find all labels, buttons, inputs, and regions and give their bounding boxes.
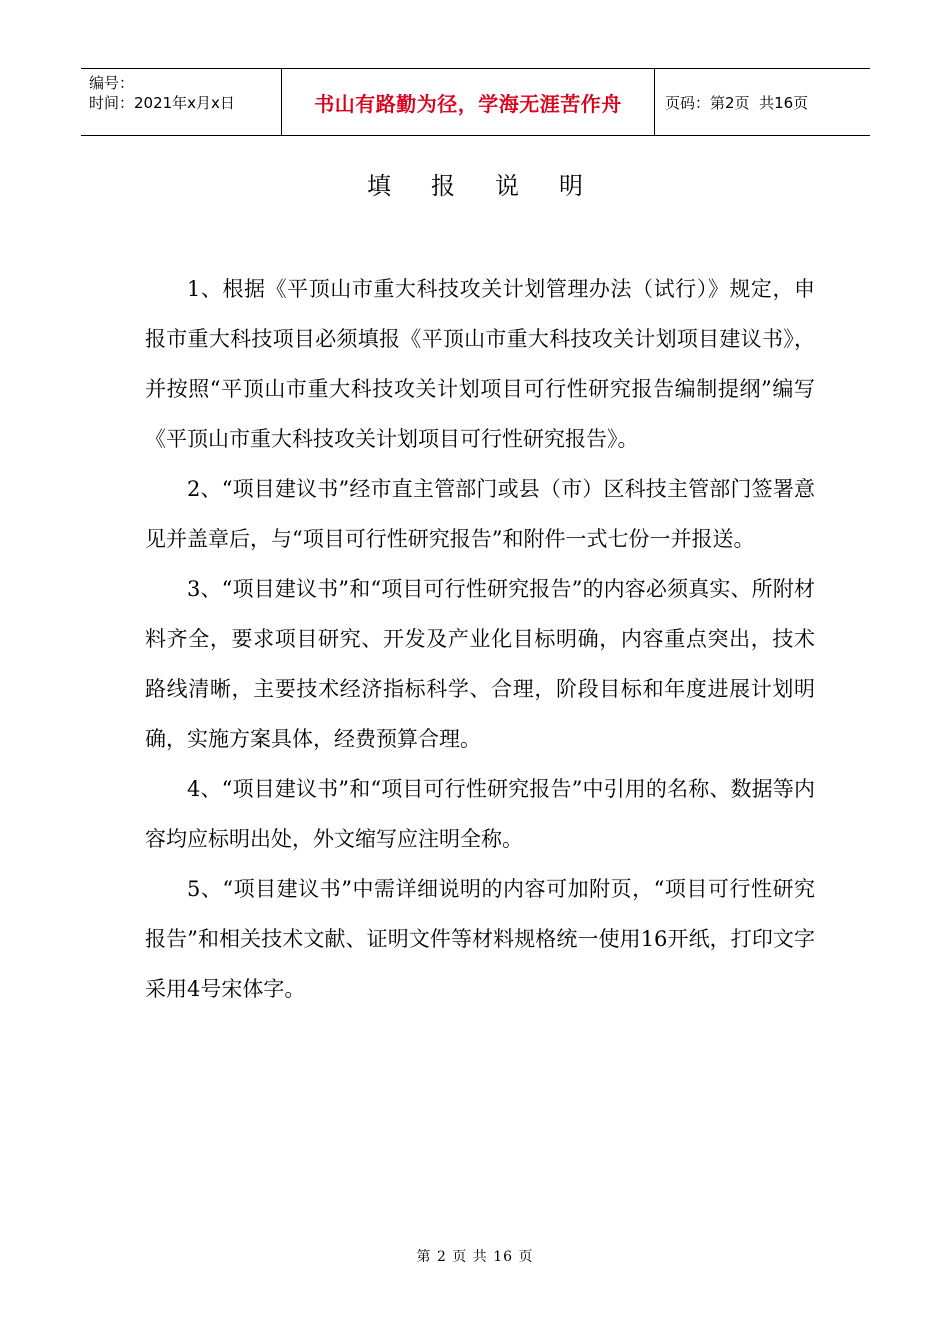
document-date-label: 时间：2021年x月x日 — [89, 94, 235, 112]
document-title: 填报说明 — [367, 172, 623, 200]
paragraph-4: 4、“项目建议书”和“项目可行性研究报告”中引用的名称、数据等内容均应标明出处，外文缩写应注明全称。 — [145, 777, 815, 851]
paragraph-3: 3、“项目建议书”和“项目可行性研究报告”的内容必须真实、所附材料齐全，要求项目研究、开发及产业化目标明确，内容重点突出，技术路线清晰，主要技术经济指标科学、合理，阶段目标和年度进展计划明确，实施方案具体，经费预算合理。 — [145, 577, 815, 751]
page-header — [81, 68, 870, 136]
document-body — [145, 264, 815, 1014]
header-meta-cell — [81, 69, 282, 135]
header-motto: 书山有路勤为径，学海无涯苦作舟 — [282, 69, 655, 135]
header-page-info-cell — [655, 69, 870, 135]
header-page-info: 页码：第2页 共16页 — [665, 93, 809, 112]
document-number-label: 编号： — [89, 74, 135, 92]
paragraph-5: 5、“项目建议书”中需详细说明的内容可加附页，“项目可行性研究报告”和相关技术文献、证明文件等材料规格统一使用16开纸，打印文字采用4号宋体字。 — [145, 877, 815, 1001]
page-footer: 第 2 页 共 16 页 — [416, 1249, 534, 1265]
paragraph-2: 2、“项目建议书”经市直主管部门或县（市）区科技主管部门签署意见并盖章后，与“项目可行性研究报告”和附件一式七份一并报送。 — [145, 477, 815, 551]
paragraph-1: 1、根据《平顶山市重大科技攻关计划管理办法（试行）》规定，申报市重大科技项目必须填报《平顶山市重大科技攻关计划项目建议书》，并按照“平顶山市重大科技攻关计划项目可行性研究报告编制提纲”编写《平顶山市重大科技攻关计划项目可行性研究报告》。 — [145, 277, 815, 451]
